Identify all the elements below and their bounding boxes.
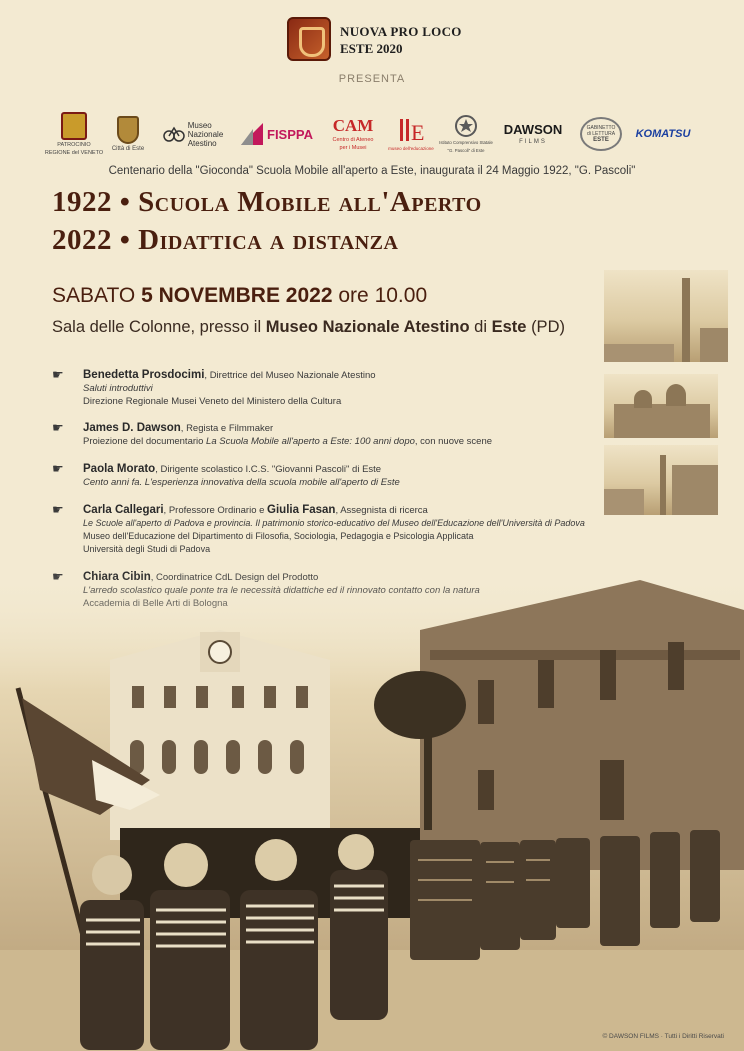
svg-text:E: E [411, 120, 425, 144]
photo-piazza [604, 445, 718, 515]
sponsor-dawson-films: DAWSON FILMS [503, 122, 563, 145]
program-item: ☛ Benedetta Prosdocimi, Direttrice del Museo Nazionale Atestino Saluti introduttivi Direzione Regionale Musei Veneto del Ministero della Cultura [52, 367, 376, 407]
copyright-notice: © DAWSON FILMS · Tutti i Diritti Riservati [602, 1033, 724, 1040]
event-date: SABATO 5 NOVEMBRE 2022 ore 10.00 [52, 284, 428, 307]
centenario-subtitle: Centenario della "Gioconda" Scuola Mobile all'aperto a Este, inaugurata il 24 Maggio 1922, "G. Pascoli" [108, 165, 636, 177]
dawson-logo-icon: DAWSON [503, 122, 563, 137]
program-item: ☛ James D. Dawson, Regista e Filmmaker Proiezione del documentario La Scuola Mobile all'aperto a Este: 100 anni dopo, con nuove scene [52, 420, 493, 447]
photo-este-clocktower [604, 270, 728, 362]
gabinetto-lettura-icon: GABINETTO di LETTURA ESTE [580, 117, 622, 151]
pointing-hand-icon: ☛ [52, 367, 64, 382]
pro-loco-logo-icon [287, 17, 331, 61]
event-title-line2: 2022 • Didattica a distanza [52, 224, 399, 256]
sponsor-regione-veneto: PATROCINIO REGIONE del VENETO [52, 112, 96, 156]
program-item: ☛ Carla Callegari, Professore Ordinario e Giulia Fasan, Assegnista di ricerca Le Scuole all'aperto di Padova e provincia. Il patrimonio storico-educativo del Museo dell'Educazione dell'Università di Padova Museo dell'Educazione del Dipartimento di Filosofia, Sociologia, Pedagogia e Psicologia Applicata Università degli Studi di Padova [52, 502, 585, 554]
italy-emblem-icon [454, 114, 478, 138]
program-item: ☛ Paola Morato, Dirigente scolastico I.C.S. "Giovanni Pascoli" di Este Cento anni fa. L'esperienza innovativa della scuola mobile all'aperto di Este [52, 461, 400, 488]
event-venue: Sala delle Colonne, presso il Museo Nazionale Atestino di Este (PD) [52, 318, 565, 336]
lion-crest-icon [61, 112, 87, 140]
city-crest-icon [117, 116, 139, 144]
sponsor-museo-atestino: Museo Nazionale Atestino [160, 112, 226, 156]
fisppa-logo-icon [239, 121, 265, 147]
sponsor-fisppa: FISPPA [236, 112, 316, 156]
sponsor-ics-pascoli: Istituto Comprensivo Statale "G. Pascoli" di Este [440, 112, 492, 156]
sepia-photo-illustration [0, 570, 744, 1051]
sponsor-citta-este: Città di Este [106, 112, 150, 156]
org-subname: ESTE 2020 [340, 41, 403, 56]
museum-logo-icon [163, 125, 185, 143]
photo-basilica [604, 374, 718, 438]
pointing-hand-icon: ☛ [52, 420, 64, 435]
pointing-hand-icon: ☛ [52, 502, 64, 517]
presenta-label: PRESENTA [338, 73, 406, 85]
org-name: NUOVA PRO LOCO [340, 24, 462, 39]
sponsor-komatsu [632, 112, 694, 156]
sponsor-gabinetto-lettura [578, 112, 624, 156]
cam-logo-icon: CAM [332, 116, 374, 135]
mede-logo-icon [397, 116, 425, 144]
sponsor-museo-educazione: E museo dell'educazione [388, 112, 434, 156]
event-title-line1: 1922 • Scuola Mobile all'Aperto [52, 186, 482, 218]
pointing-hand-icon: ☛ [52, 461, 64, 476]
historic-photo-school-parade [0, 570, 744, 1051]
sponsor-cam: CAM Centro di Ateneo per i Musei [332, 116, 374, 151]
komatsu-logo-icon: KOMATSU [635, 128, 691, 140]
